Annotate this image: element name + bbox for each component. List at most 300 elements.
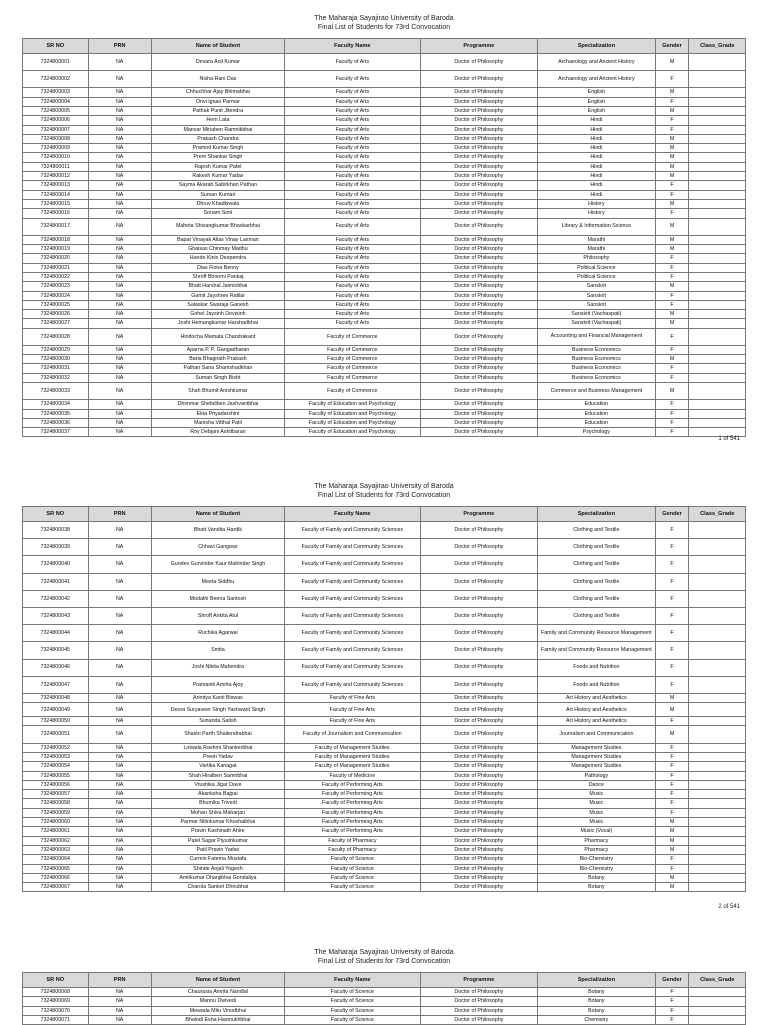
student-name-cell: Sunanda Satish xyxy=(151,717,284,726)
sr-no-cell: 7324800032 xyxy=(23,373,89,382)
specialization-cell: Sanskrit xyxy=(538,291,655,300)
gender-cell: M xyxy=(655,836,689,845)
prn-cell: NA xyxy=(88,291,151,300)
table-row xyxy=(23,172,746,181)
table-row xyxy=(23,409,746,418)
specialization-cell: Education xyxy=(538,400,655,409)
faculty-cell: Faculty of Management Studies xyxy=(285,743,421,752)
specialization-cell: Dance xyxy=(538,780,655,789)
prn-cell: NA xyxy=(88,162,151,171)
gender-cell: F xyxy=(655,556,689,573)
table-row xyxy=(23,144,746,153)
programme-cell: Doctor of Philosophy xyxy=(420,199,537,208)
gender-cell: M xyxy=(655,827,689,836)
programme-cell: Doctor of Philosophy xyxy=(420,703,537,717)
programme-cell: Doctor of Philosophy xyxy=(420,88,537,97)
class-grade-cell xyxy=(689,218,746,235)
class-grade-cell xyxy=(689,400,746,409)
specialization-cell: Hindi xyxy=(538,172,655,181)
student-name-cell: Amitkumar Dhanjibhai Gondaliya xyxy=(151,873,284,882)
student-name-cell: Suman Singh Bisht xyxy=(151,373,284,382)
programme-cell: Doctor of Philosophy xyxy=(420,780,537,789)
sr-no-cell: 7324800007 xyxy=(23,125,89,134)
class-grade-cell xyxy=(689,771,746,780)
gender-cell: F xyxy=(655,272,689,281)
faculty-cell: Faculty of Family and Community Sciences xyxy=(285,539,421,556)
column-header: Name of Student xyxy=(151,973,284,988)
table-row xyxy=(23,1015,746,1024)
student-name-cell: Ghaisas Chinmay Madhu xyxy=(151,245,284,254)
specialization-cell: English xyxy=(538,106,655,115)
student-name-cell: Joshi Nikita Mahendra xyxy=(151,659,284,676)
specialization-cell: Foods and Nutrition xyxy=(538,676,655,693)
table-row xyxy=(23,245,746,254)
sr-no-cell: 7324800061 xyxy=(23,827,89,836)
programme-cell: Doctor of Philosophy xyxy=(420,245,537,254)
specialization-cell: History xyxy=(538,199,655,208)
prn-cell: NA xyxy=(88,790,151,799)
prn-cell: NA xyxy=(88,144,151,153)
document-page-1 xyxy=(0,14,768,437)
sr-no-cell: 7324800004 xyxy=(23,97,89,106)
specialization-cell: Music xyxy=(538,808,655,817)
specialization-cell: Clothing and Textile xyxy=(538,573,655,590)
students-table xyxy=(22,972,746,1025)
specialization-cell: Foods and Nutrition xyxy=(538,659,655,676)
sr-no-cell: 7324800014 xyxy=(23,190,89,199)
sr-no-cell: 7324800018 xyxy=(23,235,89,244)
faculty-cell: Faculty of Science xyxy=(285,873,421,882)
sr-no-cell: 7324800009 xyxy=(23,144,89,153)
faculty-cell: Faculty of Arts xyxy=(285,162,421,171)
gender-cell: M xyxy=(655,319,689,328)
class-grade-cell xyxy=(689,836,746,845)
faculty-cell: Faculty of Arts xyxy=(285,172,421,181)
prn-cell: NA xyxy=(88,428,151,437)
gender-cell: F xyxy=(655,625,689,642)
sr-no-cell: 7324800025 xyxy=(23,300,89,309)
table-row xyxy=(23,116,746,125)
gender-cell: M xyxy=(655,134,689,143)
column-header: Programme xyxy=(420,39,537,54)
sr-no-cell: 7324800037 xyxy=(23,428,89,437)
faculty-cell: Faculty of Arts xyxy=(285,190,421,199)
faculty-cell: Faculty of Education and Psychology xyxy=(285,418,421,427)
class-grade-cell xyxy=(689,818,746,827)
prn-cell: NA xyxy=(88,818,151,827)
specialization-cell: English xyxy=(538,97,655,106)
document-page-2 xyxy=(0,482,768,892)
faculty-cell: Faculty of Science xyxy=(285,988,421,997)
sr-no-cell: 7324800044 xyxy=(23,625,89,642)
prn-cell: NA xyxy=(88,328,151,345)
gender-cell: F xyxy=(655,717,689,726)
list-title: Final List of Students for 73rd Convocation xyxy=(317,492,451,499)
faculty-cell: Faculty of Science xyxy=(285,864,421,873)
class-grade-cell xyxy=(689,272,746,281)
student-name-cell: Bhatt Harshal Jaiminbhai xyxy=(151,282,284,291)
sr-no-cell: 7324800023 xyxy=(23,282,89,291)
student-name-cell: Dhimmar Shefaliben Jashvantbhai xyxy=(151,400,284,409)
programme-cell: Doctor of Philosophy xyxy=(420,676,537,693)
prn-cell: NA xyxy=(88,855,151,864)
sr-no-cell: 7324800054 xyxy=(23,762,89,771)
student-name-cell: Arindya Kanti Biswas xyxy=(151,693,284,702)
faculty-cell: Faculty of Arts xyxy=(285,235,421,244)
student-name-cell: Bhumika Trivedi xyxy=(151,799,284,808)
table-row xyxy=(23,71,746,88)
specialization-cell: Business Economics xyxy=(538,364,655,373)
gender-cell: F xyxy=(655,855,689,864)
student-name-cell: Shah Bhumit Anishkumar xyxy=(151,383,284,400)
specialization-cell: Pathology xyxy=(538,771,655,780)
table-row xyxy=(23,717,746,726)
faculty-cell: Faculty of Arts xyxy=(285,54,421,71)
programme-cell: Doctor of Philosophy xyxy=(420,883,537,892)
column-header: SR NO xyxy=(23,39,89,54)
sr-no-cell: 7324800064 xyxy=(23,855,89,864)
column-header: SR NO xyxy=(23,507,89,522)
table-row xyxy=(23,235,746,244)
student-name-cell: Pathak Punit Jitendra xyxy=(151,106,284,115)
sr-no-cell: 7324800047 xyxy=(23,676,89,693)
sr-no-cell: 7324800027 xyxy=(23,319,89,328)
specialization-cell: Clothing and Textile xyxy=(538,522,655,539)
class-grade-cell xyxy=(689,790,746,799)
table-row xyxy=(23,106,746,115)
specialization-cell: Hindi xyxy=(538,125,655,134)
faculty-cell: Faculty of Arts xyxy=(285,310,421,319)
student-name-cell: Suman Kumari xyxy=(151,190,284,199)
page-number: 2 of 541 xyxy=(718,904,740,910)
class-grade-cell xyxy=(689,717,746,726)
specialization-cell: Music (Vocal) xyxy=(538,827,655,836)
programme-cell: Doctor of Philosophy xyxy=(420,1006,537,1015)
sr-no-cell: 7324800026 xyxy=(23,310,89,319)
table-row xyxy=(23,428,746,437)
prn-cell: NA xyxy=(88,153,151,162)
table-row xyxy=(23,827,746,836)
prn-cell: NA xyxy=(88,556,151,573)
sr-no-cell: 7324800024 xyxy=(23,291,89,300)
sr-no-cell: 7324800068 xyxy=(23,988,89,997)
student-name-cell: Hindocha Mamata Chandrakant xyxy=(151,328,284,345)
programme-cell: Doctor of Philosophy xyxy=(420,625,537,642)
class-grade-cell xyxy=(689,345,746,354)
sr-no-cell: 7324800030 xyxy=(23,355,89,364)
table-row xyxy=(23,272,746,281)
student-name-cell: Charola Sanket Dhirubhai xyxy=(151,883,284,892)
table-row xyxy=(23,291,746,300)
class-grade-cell xyxy=(689,209,746,218)
programme-cell: Doctor of Philosophy xyxy=(420,827,537,836)
prn-cell: NA xyxy=(88,573,151,590)
faculty-cell: Faculty of Arts xyxy=(285,199,421,208)
prn-cell: NA xyxy=(88,693,151,702)
table-row xyxy=(23,539,746,556)
gender-cell: M xyxy=(655,693,689,702)
list-title: Final List of Students for 73rd Convocation xyxy=(317,958,451,965)
table-row xyxy=(23,88,746,97)
student-name-cell: Deora Suryaveer Singh Yashwant Singh xyxy=(151,703,284,717)
prn-cell: NA xyxy=(88,181,151,190)
gender-cell: F xyxy=(655,190,689,199)
class-grade-cell xyxy=(689,827,746,836)
sr-no-cell: 7324800040 xyxy=(23,556,89,573)
gender-cell: F xyxy=(655,418,689,427)
sr-no-cell: 7324800041 xyxy=(23,573,89,590)
student-name-cell: Hande Kinix Deependra xyxy=(151,254,284,263)
student-name-cell: Patel Sagar Piyushkumar xyxy=(151,836,284,845)
specialization-cell: Hindi xyxy=(538,116,655,125)
class-grade-cell xyxy=(689,263,746,272)
class-grade-cell xyxy=(689,319,746,328)
student-name-cell: Devara Anil Kumar xyxy=(151,54,284,71)
programme-cell: Doctor of Philosophy xyxy=(420,590,537,607)
student-name-cell: Roy Debjani Ashitbaran xyxy=(151,428,284,437)
prn-cell: NA xyxy=(88,218,151,235)
class-grade-cell xyxy=(689,659,746,676)
programme-cell: Doctor of Philosophy xyxy=(420,172,537,181)
column-header: SR NO xyxy=(23,973,89,988)
sr-no-cell: 7324800045 xyxy=(23,642,89,659)
specialization-cell: Education xyxy=(538,409,655,418)
table-row xyxy=(23,282,746,291)
programme-cell: Doctor of Philosophy xyxy=(420,400,537,409)
specialization-cell: Family and Community Resource Management xyxy=(538,625,655,642)
column-header: PRN xyxy=(88,973,151,988)
specialization-cell: Hindi xyxy=(538,144,655,153)
column-header: Name of Student xyxy=(151,507,284,522)
class-grade-cell xyxy=(689,373,746,382)
table-row xyxy=(23,54,746,71)
student-name-cell: Sonam Soni xyxy=(151,209,284,218)
column-header: Gender xyxy=(655,507,689,522)
table-row xyxy=(23,310,746,319)
prn-cell: NA xyxy=(88,235,151,244)
specialization-cell: English xyxy=(538,88,655,97)
student-name-cell: Onvi Ignas Parmar xyxy=(151,97,284,106)
sr-no-cell: 7324800058 xyxy=(23,799,89,808)
student-name-cell: Prakash Chandra xyxy=(151,134,284,143)
faculty-cell: Faculty of Family and Community Sciences xyxy=(285,625,421,642)
gender-cell: F xyxy=(655,428,689,437)
faculty-cell: Faculty of Journalism and Communication xyxy=(285,726,421,743)
table-row xyxy=(23,373,746,382)
student-name-cell: Shinde Anjali Yogesh xyxy=(151,864,284,873)
class-grade-cell xyxy=(689,418,746,427)
programme-cell: Doctor of Philosophy xyxy=(420,218,537,235)
gender-cell: F xyxy=(655,209,689,218)
specialization-cell: Business Economics xyxy=(538,355,655,364)
faculty-cell: Faculty of Arts xyxy=(285,282,421,291)
gender-cell: F xyxy=(655,752,689,761)
faculty-cell: Faculty of Performing Arts xyxy=(285,827,421,836)
programme-cell: Doctor of Philosophy xyxy=(420,383,537,400)
prn-cell: NA xyxy=(88,659,151,676)
table-row xyxy=(23,997,746,1006)
specialization-cell: Marathi xyxy=(538,235,655,244)
class-grade-cell xyxy=(689,254,746,263)
specialization-cell: Chemistry xyxy=(538,1015,655,1024)
programme-cell: Doctor of Philosophy xyxy=(420,364,537,373)
prn-cell: NA xyxy=(88,134,151,143)
faculty-cell: Faculty of Arts xyxy=(285,272,421,281)
table-row xyxy=(23,836,746,845)
specialization-cell: Bio-Chemistry xyxy=(538,864,655,873)
table-row xyxy=(23,845,746,854)
faculty-cell: Faculty of Management Studies xyxy=(285,752,421,761)
sr-no-cell: 7324800006 xyxy=(23,116,89,125)
gender-cell: F xyxy=(655,780,689,789)
table-row xyxy=(23,864,746,873)
sr-no-cell: 7324800038 xyxy=(23,522,89,539)
student-name-cell: Curmin Fatema Mustafa xyxy=(151,855,284,864)
programme-cell: Doctor of Philosophy xyxy=(420,790,537,799)
programme-cell: Doctor of Philosophy xyxy=(420,428,537,437)
specialization-cell: Sanskrit (Vachaspati) xyxy=(538,310,655,319)
gender-cell: F xyxy=(655,373,689,382)
gender-cell: F xyxy=(655,125,689,134)
prn-cell: NA xyxy=(88,373,151,382)
gender-cell: M xyxy=(655,235,689,244)
faculty-cell: Faculty of Management Studies xyxy=(285,762,421,771)
programme-cell: Doctor of Philosophy xyxy=(420,771,537,780)
faculty-cell: Faculty of Education and Psychology xyxy=(285,428,421,437)
sr-no-cell: 7324800046 xyxy=(23,659,89,676)
sr-no-cell: 7324800055 xyxy=(23,771,89,780)
table-row xyxy=(23,799,746,808)
student-name-cell: Vartika Kanagat xyxy=(151,762,284,771)
programme-cell: Doctor of Philosophy xyxy=(420,873,537,882)
sr-no-cell: 7324800069 xyxy=(23,997,89,1006)
specialization-cell: Botany xyxy=(538,1006,655,1015)
sr-no-cell: 7324800042 xyxy=(23,590,89,607)
faculty-cell: Faculty of Science xyxy=(285,1015,421,1024)
table-row xyxy=(23,573,746,590)
prn-cell: NA xyxy=(88,997,151,1006)
programme-cell: Doctor of Philosophy xyxy=(420,355,537,364)
sr-no-cell: 7324800012 xyxy=(23,172,89,181)
faculty-cell: Faculty of Fine Arts xyxy=(285,703,421,717)
table-row xyxy=(23,199,746,208)
sr-no-cell: 7324800066 xyxy=(23,873,89,882)
class-grade-cell xyxy=(689,383,746,400)
programme-cell: Doctor of Philosophy xyxy=(420,855,537,864)
class-grade-cell xyxy=(689,1015,746,1024)
sr-no-cell: 7324800043 xyxy=(23,607,89,624)
class-grade-cell xyxy=(689,310,746,319)
specialization-cell: Pharmacy xyxy=(538,836,655,845)
faculty-cell: Faculty of Arts xyxy=(285,263,421,272)
prn-cell: NA xyxy=(88,873,151,882)
faculty-cell: Faculty of Arts xyxy=(285,209,421,218)
column-header: Class_Grade xyxy=(689,39,746,54)
faculty-cell: Faculty of Education and Psychology xyxy=(285,400,421,409)
class-grade-cell xyxy=(689,539,746,556)
faculty-cell: Faculty of Arts xyxy=(285,125,421,134)
prn-cell: NA xyxy=(88,106,151,115)
class-grade-cell xyxy=(689,556,746,573)
table-row xyxy=(23,590,746,607)
class-grade-cell xyxy=(689,291,746,300)
class-grade-cell xyxy=(689,162,746,171)
student-name-cell: Bhatt Vandita Hardik xyxy=(151,522,284,539)
sr-no-cell: 7324800011 xyxy=(23,162,89,171)
student-name-cell: Akanksha Bajpai xyxy=(151,790,284,799)
table-row xyxy=(23,642,746,659)
gender-cell: F xyxy=(655,799,689,808)
gender-cell: M xyxy=(655,355,689,364)
student-name-cell: Modathi Beena Santosh xyxy=(151,590,284,607)
programme-cell: Doctor of Philosophy xyxy=(420,743,537,752)
sr-no-cell: 7324800051 xyxy=(23,726,89,743)
prn-cell: NA xyxy=(88,1015,151,1024)
sr-no-cell: 7324800071 xyxy=(23,1015,89,1024)
prn-cell: NA xyxy=(88,799,151,808)
table-row xyxy=(23,319,746,328)
gender-cell: F xyxy=(655,1015,689,1024)
table-row xyxy=(23,134,746,143)
faculty-cell: Faculty of Performing Arts xyxy=(285,799,421,808)
table-row xyxy=(23,808,746,817)
table-row xyxy=(23,218,746,235)
gender-cell: M xyxy=(655,873,689,882)
gender-cell: F xyxy=(655,676,689,693)
programme-cell: Doctor of Philosophy xyxy=(420,254,537,263)
student-name-cell: Mannu Dwivedi xyxy=(151,997,284,1006)
column-header: Gender xyxy=(655,973,689,988)
prn-cell: NA xyxy=(88,607,151,624)
class-grade-cell xyxy=(689,125,746,134)
prn-cell: NA xyxy=(88,263,151,272)
sr-no-cell: 7324800056 xyxy=(23,780,89,789)
faculty-cell: Faculty of Pharmacy xyxy=(285,836,421,845)
gender-cell: F xyxy=(655,762,689,771)
student-name-cell: Gamit Jayshree Ratilal xyxy=(151,291,284,300)
student-name-cell: Pramod Kumar Singh xyxy=(151,144,284,153)
prn-cell: NA xyxy=(88,300,151,309)
gender-cell: M xyxy=(655,106,689,115)
class-grade-cell xyxy=(689,607,746,624)
faculty-cell: Faculty of Pharmacy xyxy=(285,845,421,854)
class-grade-cell xyxy=(689,762,746,771)
student-name-cell: Chhavi Gangwar xyxy=(151,539,284,556)
class-grade-cell xyxy=(689,883,746,892)
programme-cell: Doctor of Philosophy xyxy=(420,125,537,134)
student-name-cell: Shah Hiralben Samirbhai xyxy=(151,771,284,780)
prn-cell: NA xyxy=(88,522,151,539)
faculty-cell: Faculty of Performing Arts xyxy=(285,780,421,789)
specialization-cell: Clothing and Textile xyxy=(538,539,655,556)
specialization-cell: Music xyxy=(538,818,655,827)
specialization-cell: Pharmacy xyxy=(538,845,655,854)
class-grade-cell xyxy=(689,181,746,190)
specialization-cell: Clothing and Textile xyxy=(538,607,655,624)
class-grade-cell xyxy=(689,144,746,153)
sr-no-cell: 7324800059 xyxy=(23,808,89,817)
gender-cell: M xyxy=(655,818,689,827)
class-grade-cell xyxy=(689,245,746,254)
programme-cell: Doctor of Philosophy xyxy=(420,134,537,143)
faculty-cell: Faculty of Arts xyxy=(285,116,421,125)
student-name-cell: Shastri Parth Shailendrabhai xyxy=(151,726,284,743)
student-name-cell: Rajesh Kumar Patel xyxy=(151,162,284,171)
student-name-cell: Bapat Vinayak Alias Vinay Laxman xyxy=(151,235,284,244)
student-name-cell: Meeta Siddhu xyxy=(151,573,284,590)
sr-no-cell: 7324800022 xyxy=(23,272,89,281)
sr-no-cell: 7324800016 xyxy=(23,209,89,218)
